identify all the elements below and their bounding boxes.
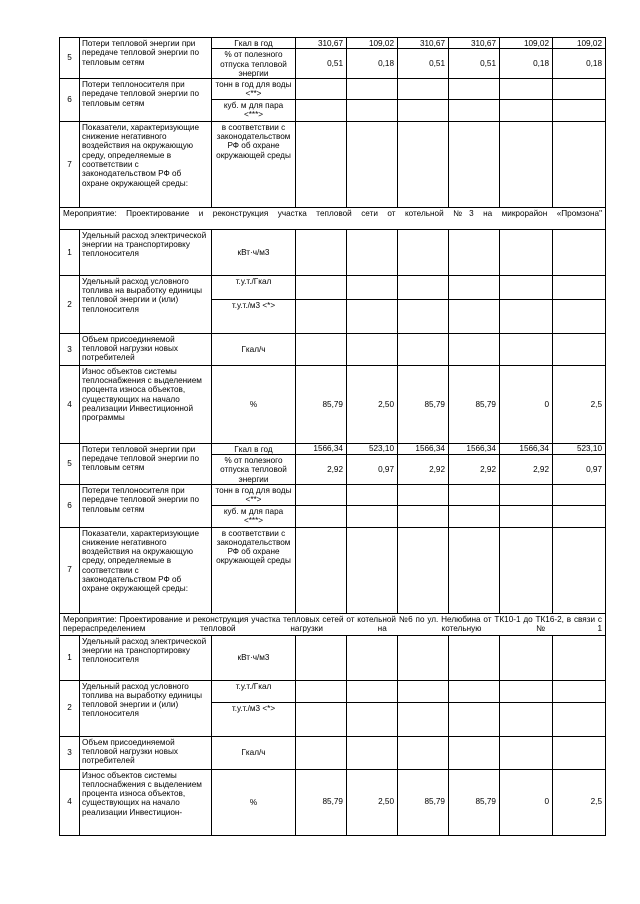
section-heading-row <box>60 613 606 635</box>
value-cell <box>500 635 553 680</box>
value-cell <box>398 299 449 333</box>
value-cell: 1566,34 <box>398 443 449 454</box>
value-cell: 109,02 <box>347 38 398 49</box>
row-number: 5 <box>60 443 80 484</box>
unit-cell: Гкал/ч <box>212 736 296 769</box>
unit-cell: % от полезного отпуска тепловой энергии <box>212 455 296 485</box>
value-cell <box>296 79 347 100</box>
value-cell <box>449 275 500 299</box>
value-cell <box>553 121 606 207</box>
value-cell <box>553 736 606 769</box>
indicator-name: Показатели, характеризующие снижение негативного воздействия на окружающую среду, определяемые в соответствии с законодательством РФ об охране окружающей среды: <box>80 527 212 613</box>
value-cell <box>500 702 553 736</box>
value-cell <box>500 680 553 702</box>
indicator-name: Удельный расход электрической энергии на транспортировку теплоносителя <box>80 635 212 680</box>
value-cell <box>500 121 553 207</box>
value-cell <box>398 635 449 680</box>
value-cell: 0,51 <box>398 49 449 79</box>
table-row <box>60 527 606 613</box>
value-cell <box>398 484 449 505</box>
value-cell <box>347 299 398 333</box>
value-cell <box>553 484 606 505</box>
indicator-name: Удельный расход условного топлива на выработку единицы тепловой энергии и (или) теплоносителя <box>80 275 212 333</box>
value-cell <box>553 275 606 299</box>
value-cell <box>449 121 500 207</box>
value-cell <box>296 99 347 121</box>
value-cell: 0 <box>500 365 553 443</box>
unit-cell: куб. м для пара <***> <box>212 505 296 527</box>
section-heading: Мероприятие: Проектирование и реконструкция участка тепловых сетей от котельной №6 по ул. Нелюбина от ТК10-1 до ТК16-2, в связи с перераспределением тепловой нагрузки на котельную №1 <box>60 613 606 635</box>
table-row <box>60 365 606 443</box>
value-cell <box>500 527 553 613</box>
unit-cell: кВт·ч/м3 <box>212 229 296 275</box>
value-cell: 2,50 <box>347 365 398 443</box>
unit-cell: куб. м для пара <***> <box>212 99 296 121</box>
value-cell <box>398 79 449 100</box>
table-row <box>60 229 606 275</box>
value-cell <box>500 229 553 275</box>
value-cell <box>398 275 449 299</box>
unit-cell: т.у.т./м3 <*> <box>212 702 296 736</box>
indicator-name: Потери тепловой энергии при передаче тепловой энергии по тепловым сетям <box>80 443 212 484</box>
value-cell <box>449 702 500 736</box>
unit-cell: т.у.т./м3 <*> <box>212 299 296 333</box>
value-cell: 0,51 <box>449 49 500 79</box>
value-cell <box>500 299 553 333</box>
indicator-name: Удельный расход условного топлива на выработку единицы тепловой энергии и (или) теплоносителя <box>80 680 212 736</box>
unit-cell: % <box>212 769 296 835</box>
table-row <box>60 680 606 702</box>
value-cell: 523,10 <box>553 443 606 454</box>
table-row <box>60 736 606 769</box>
value-cell <box>398 680 449 702</box>
value-cell <box>347 121 398 207</box>
value-cell <box>449 79 500 100</box>
value-cell <box>553 635 606 680</box>
value-cell: 85,79 <box>296 365 347 443</box>
value-cell <box>347 527 398 613</box>
value-cell <box>347 702 398 736</box>
unit-cell: Гкал/ч <box>212 333 296 365</box>
value-cell: 2,92 <box>500 455 553 485</box>
value-cell <box>296 702 347 736</box>
value-cell: 0 <box>500 769 553 835</box>
indicator-name: Удельный расход электрической энергии на транспортировку теплоносителя <box>80 229 212 275</box>
value-cell <box>449 99 500 121</box>
table-row <box>60 333 606 365</box>
value-cell <box>449 635 500 680</box>
table-row <box>60 79 606 100</box>
value-cell: 85,79 <box>449 365 500 443</box>
value-cell <box>449 680 500 702</box>
value-cell <box>449 299 500 333</box>
unit-cell: Гкал в год <box>212 38 296 49</box>
section-heading-row <box>60 207 606 229</box>
value-cell <box>296 275 347 299</box>
value-cell <box>398 99 449 121</box>
value-cell <box>500 505 553 527</box>
value-cell <box>347 484 398 505</box>
unit-cell: тонн в год для воды <**> <box>212 484 296 505</box>
value-cell: 2,92 <box>449 455 500 485</box>
value-cell <box>347 79 398 100</box>
row-number: 1 <box>60 635 80 680</box>
value-cell: 0,97 <box>553 455 606 485</box>
value-cell <box>553 229 606 275</box>
value-cell <box>296 736 347 769</box>
indicator-name: Потери тепловой энергии при передаче тепловой энергии по тепловым сетям <box>80 38 212 79</box>
value-cell <box>449 736 500 769</box>
unit-cell: тонн в год для воды <**> <box>212 79 296 100</box>
value-cell: 0,51 <box>296 49 347 79</box>
value-cell: 2,92 <box>398 455 449 485</box>
value-cell <box>296 527 347 613</box>
value-cell: 0,18 <box>553 49 606 79</box>
value-cell <box>296 299 347 333</box>
value-cell <box>553 79 606 100</box>
value-cell <box>553 680 606 702</box>
value-cell: 0,97 <box>347 455 398 485</box>
row-number: 2 <box>60 680 80 736</box>
table-body <box>60 38 606 836</box>
value-cell: 2,5 <box>553 769 606 835</box>
value-cell: 1566,34 <box>296 443 347 454</box>
unit-cell: кВт·ч/м3 <box>212 635 296 680</box>
value-cell <box>347 736 398 769</box>
row-number: 4 <box>60 365 80 443</box>
row-number: 7 <box>60 527 80 613</box>
value-cell: 523,10 <box>347 443 398 454</box>
indicator-name: Объем присоединяемой тепловой нагрузки новых потребителей <box>80 736 212 769</box>
unit-cell: % от полезного отпуска тепловой энергии <box>212 49 296 79</box>
indicator-name: Объем присоединяемой тепловой нагрузки новых потребителей <box>80 333 212 365</box>
value-cell: 109,02 <box>553 38 606 49</box>
indicator-name: Потери теплоносителя при передаче тепловой энергии по тепловым сетям <box>80 79 212 122</box>
row-number: 1 <box>60 229 80 275</box>
row-number: 2 <box>60 275 80 333</box>
value-cell <box>449 527 500 613</box>
value-cell <box>347 333 398 365</box>
value-cell <box>553 505 606 527</box>
value-cell <box>553 299 606 333</box>
value-cell <box>398 229 449 275</box>
table-row <box>60 769 606 835</box>
value-cell: 85,79 <box>296 769 347 835</box>
value-cell <box>296 635 347 680</box>
table-row <box>60 484 606 505</box>
unit-cell: % <box>212 365 296 443</box>
row-number: 6 <box>60 79 80 122</box>
table-row <box>60 635 606 680</box>
value-cell <box>296 484 347 505</box>
value-cell: 0,18 <box>500 49 553 79</box>
value-cell: 310,67 <box>398 38 449 49</box>
value-cell: 1566,34 <box>449 443 500 454</box>
row-number: 7 <box>60 121 80 207</box>
value-cell <box>398 333 449 365</box>
value-cell <box>449 229 500 275</box>
row-number: 5 <box>60 38 80 79</box>
unit-cell: т.у.т./Гкал <box>212 680 296 702</box>
value-cell <box>449 333 500 365</box>
value-cell <box>347 635 398 680</box>
value-cell: 85,79 <box>398 365 449 443</box>
value-cell <box>553 333 606 365</box>
value-cell <box>347 505 398 527</box>
value-cell: 85,79 <box>398 769 449 835</box>
value-cell <box>347 229 398 275</box>
value-cell: 2,92 <box>296 455 347 485</box>
value-cell <box>500 736 553 769</box>
value-cell: 2,5 <box>553 365 606 443</box>
unit-cell: в соответствии с законодательством РФ об охране окружающей среды <box>212 527 296 613</box>
value-cell <box>398 702 449 736</box>
table-row <box>60 443 606 454</box>
value-cell: 109,02 <box>500 38 553 49</box>
row-number: 6 <box>60 484 80 527</box>
table-row <box>60 38 606 49</box>
value-cell <box>553 527 606 613</box>
value-cell <box>296 680 347 702</box>
value-cell <box>553 702 606 736</box>
unit-cell: в соответствии с законодательством РФ об охране окружающей среды <box>212 121 296 207</box>
value-cell <box>449 484 500 505</box>
value-cell: 0,18 <box>347 49 398 79</box>
row-number: 3 <box>60 736 80 769</box>
value-cell <box>553 99 606 121</box>
value-cell: 310,67 <box>449 38 500 49</box>
indicator-name: Износ объектов системы теплоснабжения с выделением процента износа объектов, существующих на начало реализации Инвестицион- <box>80 769 212 835</box>
indicator-name: Показатели, характеризующие снижение негативного воздействия на окружающую среду, определяемые в соответствии с законодательством РФ об охране окружающей среды: <box>80 121 212 207</box>
indicator-name: Потери теплоносителя при передаче тепловой энергии по тепловым сетям <box>80 484 212 527</box>
value-cell <box>296 333 347 365</box>
value-cell <box>500 275 553 299</box>
value-cell <box>500 333 553 365</box>
value-cell <box>296 229 347 275</box>
value-cell <box>500 484 553 505</box>
value-cell: 310,67 <box>296 38 347 49</box>
value-cell <box>398 736 449 769</box>
value-cell <box>296 121 347 207</box>
value-cell: 2,50 <box>347 769 398 835</box>
value-cell <box>500 79 553 100</box>
value-cell <box>398 527 449 613</box>
unit-cell: т.у.т./Гкал <box>212 275 296 299</box>
value-cell <box>347 275 398 299</box>
value-cell <box>398 505 449 527</box>
value-cell <box>500 99 553 121</box>
value-cell <box>296 505 347 527</box>
value-cell <box>347 99 398 121</box>
value-cell: 85,79 <box>449 769 500 835</box>
section-heading: Мероприятие: Проектирование и реконструкция участка тепловой сети от котельной №3 на микрорайон «Промзона" <box>60 207 606 229</box>
indicator-name: Износ объектов системы теплоснабжения с выделением процента износа объектов, существующих на начало реализации Инвестиционной программы <box>80 365 212 443</box>
indicator-table <box>59 37 606 836</box>
unit-cell: Гкал в год <box>212 443 296 454</box>
table-row <box>60 275 606 299</box>
value-cell <box>398 121 449 207</box>
value-cell: 1566,34 <box>500 443 553 454</box>
value-cell <box>347 680 398 702</box>
row-number: 3 <box>60 333 80 365</box>
value-cell <box>449 505 500 527</box>
row-number: 4 <box>60 769 80 835</box>
table-row <box>60 121 606 207</box>
